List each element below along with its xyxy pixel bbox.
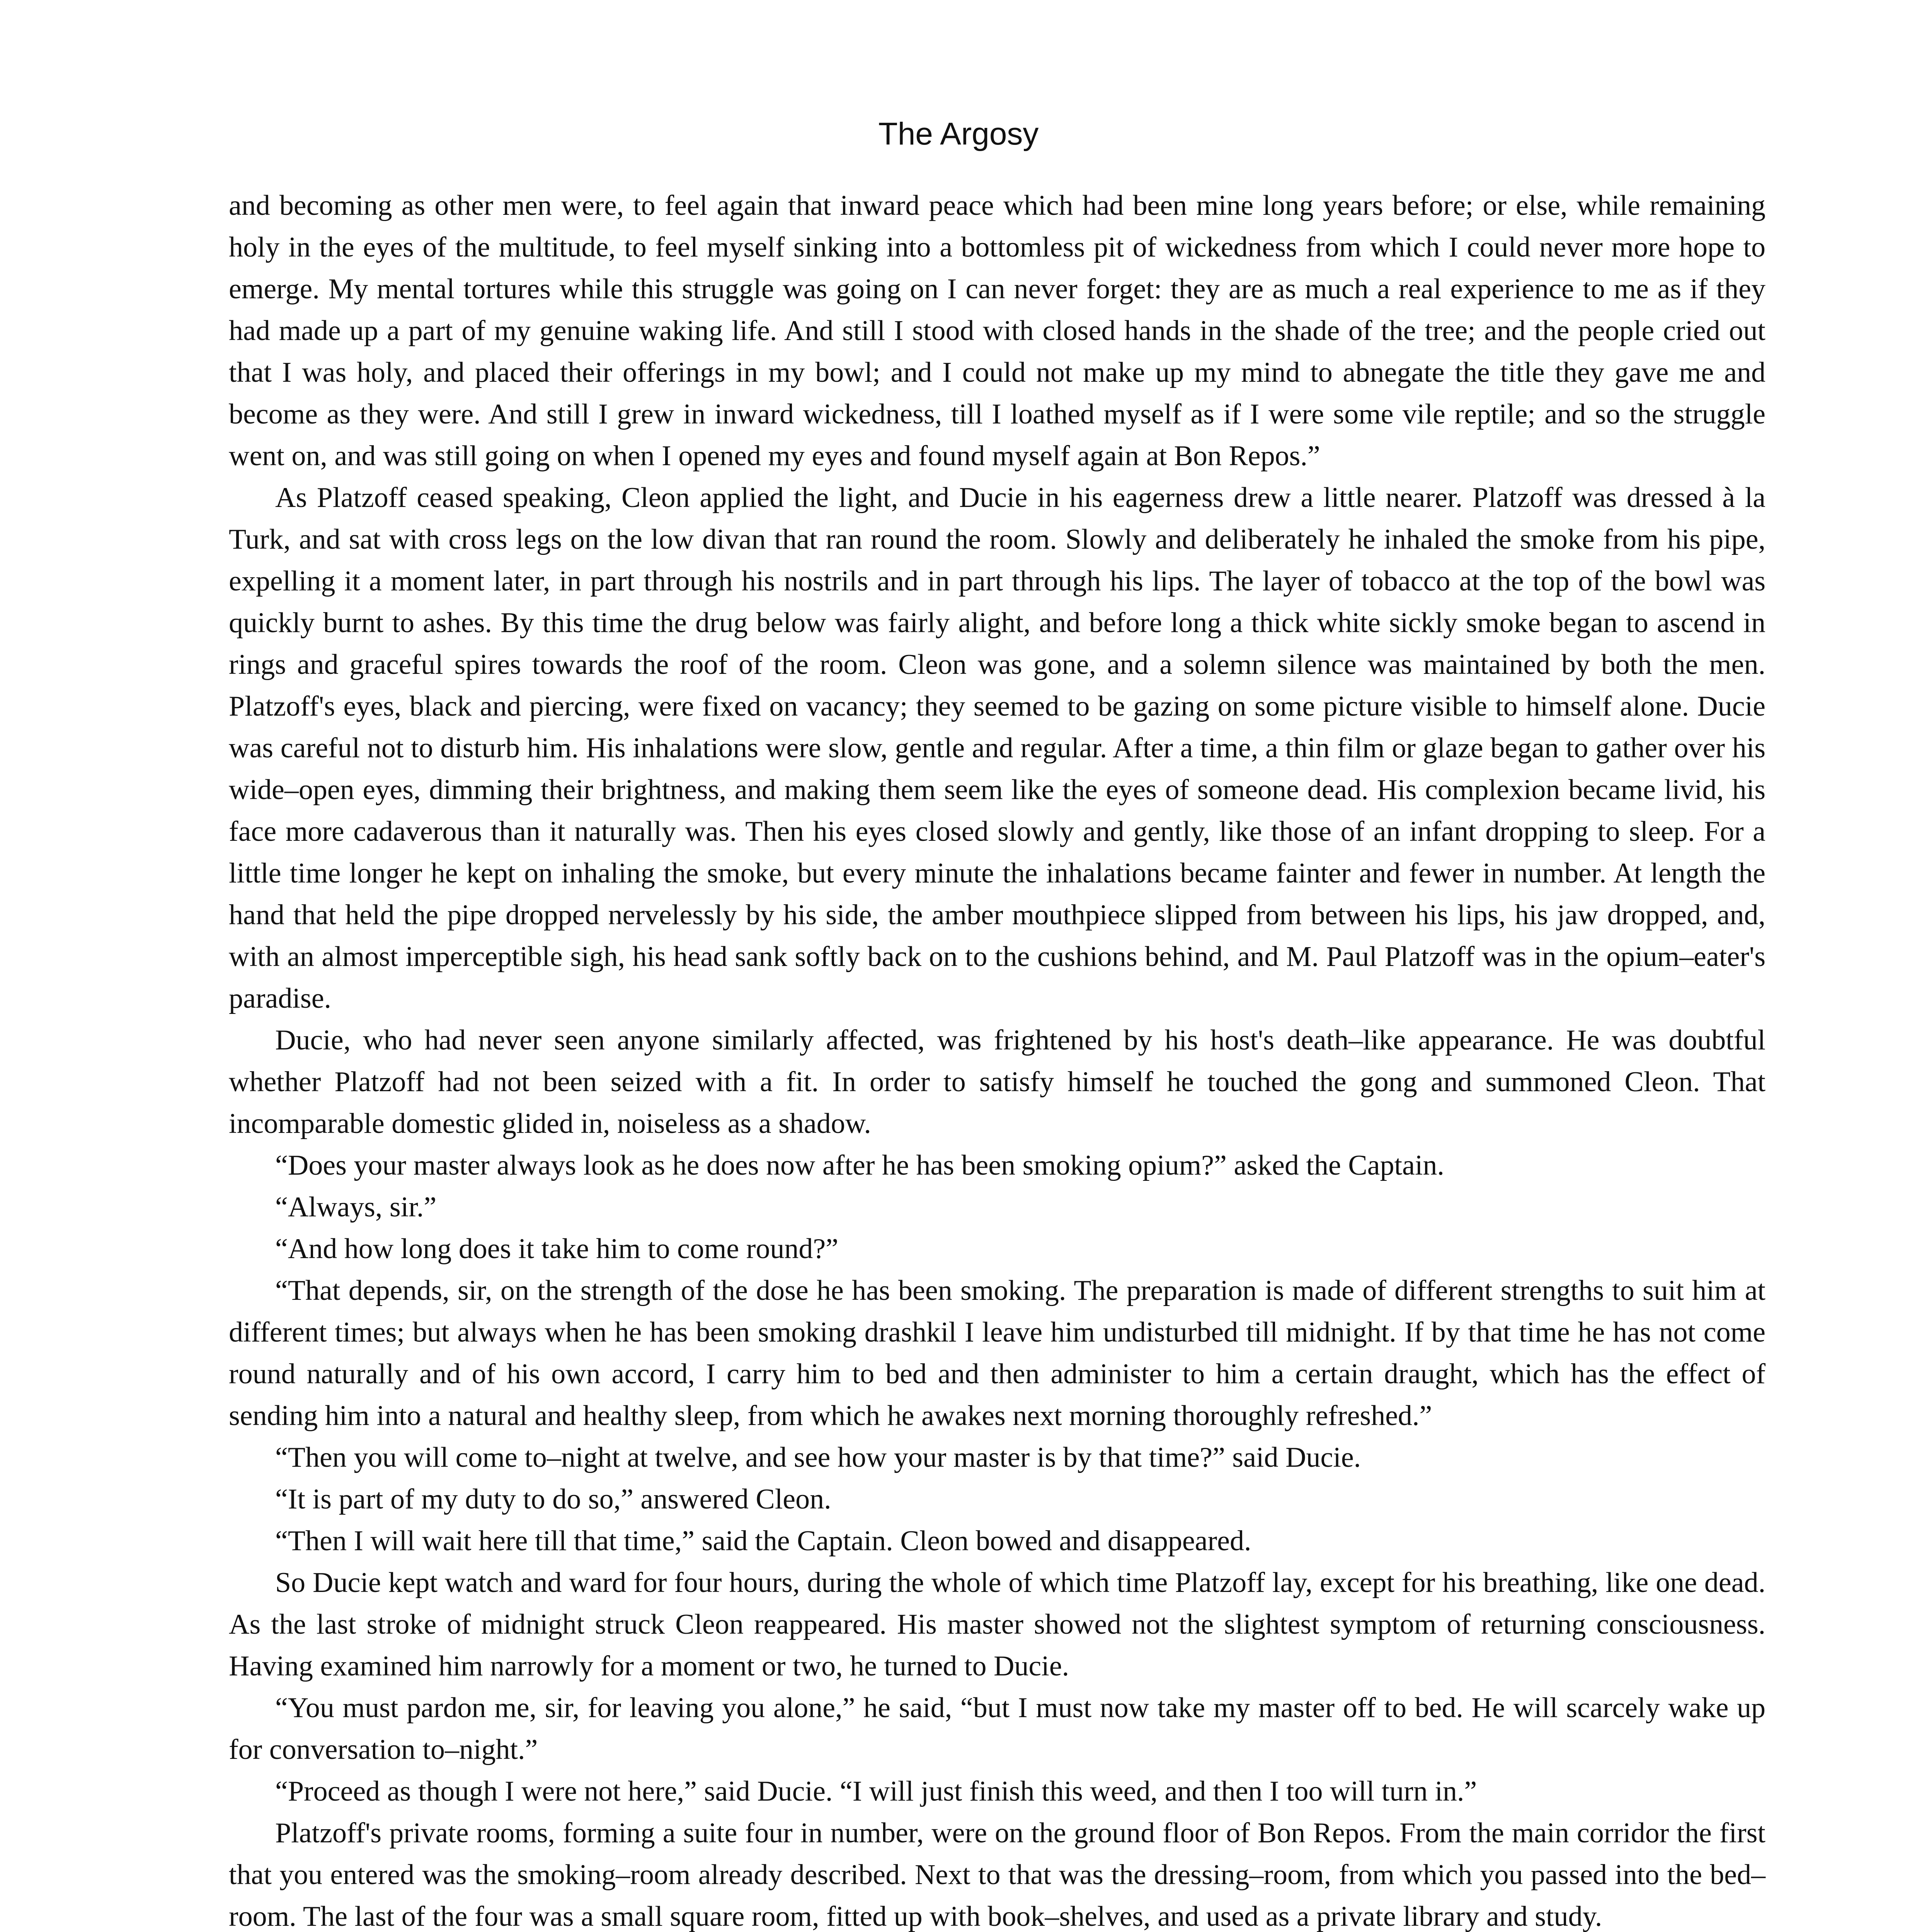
- paragraph: “Always, sir.”: [275, 1191, 437, 1223]
- running-head-title: The Argosy: [878, 116, 1039, 151]
- paragraph: Platzoff's private rooms, forming a suite four in number, were on the ground floor of Bon Repos. From the main corridor the first that you entered was the smoking–room already described. Next to that was the dressing–room, from which you passed into the bed–room. The last of the four was a small square room, fitted up with book–shelves, and used as a private library and study.: [229, 1817, 1765, 1932]
- paragraph: “That depends, sir, on the strength of the dose he has been smoking. The preparation is made of different strengths to suit him at different times; but always when he has been smoking drashkil I leave him undisturbed till midnight. If by that time he has not come round naturally and of his own accord, I carry him to bed and then administer to him a certain draught, which has the effect of sending him into a natural and healthy sleep, from which he awakes next morning thoroughly refreshed.”: [229, 1275, 1765, 1432]
- paragraph: As Platzoff ceased speaking, Cleon applied the light, and Ducie in his eagerness drew a little nearer. Platzoff was dressed à la Turk, and sat with cross legs on the low divan that ran round the room. Slowly and deliberately he inhaled the smoke from his pipe, expelling it a moment later, in part through his nostrils and in part through his lips. The layer of tobacco at the top of the bowl was quickly burnt to ashes. By this time the drug below was fairly alight, and before long a thick white sickly smoke began to ascend in rings and graceful spires towards the roof of the room. Cleon was gone, and a solemn silence was maintained by both the men. Platzoff's eyes, black and piercing, were fixed on vacancy; they seemed to be gazing on some picture visible to himself alone. Ducie was careful not to disturb him. His inhalations were slow, gentle and regular. After a time, a thin film or glaze began to gather over his wide–open eyes, dimming their brightness, and making them seem like the eyes of someone dead. His complexion became livid, his face more cadaverous than it naturally was. Then his eyes closed slowly and gently, like those of an infant dropping to sleep. For a little time longer he kept on inhaling the smoke, but every minute the inhalations became fainter and fewer in number. At length the hand that held the pipe dropped nervelessly by his side, the amber mouthpiece slipped from between his lips, his jaw dropped, and, with an almost imperceptible sigh, his head sank softly back on to the cushions behind, and M. Paul Platzoff was in the opium–eater's paradise.: [229, 482, 1765, 1014]
- paragraph: “And how long does it take him to come round?”: [275, 1233, 839, 1265]
- paragraph: Ducie, who had never seen anyone similarly affected, was frightened by his host's death–like appearance. He was doubtful whether Platzoff had not been seized with a fit. In order to satisfy himself he touched the gong and summoned Cleon. That incomparable domestic glided in, noiseless as a shadow.: [229, 1024, 1765, 1139]
- paragraph: and becoming as other men were, to feel again that inward peace which had been mine long years before; or else, while remaining holy in the eyes of the multitude, to feel myself sinking into a bottomless pit of wickedness from which I could never more hope to emerge. My mental tortures while this struggle was going on I can never forget: they are as much a real experience to me as if they had made up a part of my genuine waking life. And still I stood with closed hands in the shade of the tree; and the people cried out that I was holy, and placed their offerings in my bowl; and I could not make up my mind to abnegate the title they gave me and become as they were. And still I grew in inward wickedness, till I loathed myself as if I were some vile reptile; and so the struggle went on, and was still going on when I opened my eyes and found myself again at Bon Repos.”: [229, 190, 1765, 472]
- paragraph: “Then you will come to–night at twelve, and see how your master is by that time?” said Ducie.: [275, 1442, 1361, 1473]
- paragraph: “Proceed as though I were not here,” said Ducie. “I will just finish this weed, and then I too will turn in.”: [275, 1776, 1477, 1807]
- paragraph: “You must pardon me, sir, for leaving you alone,” he said, “but I must now take my master off to bed. He will scarcely wake up for conversation to–night.”: [229, 1692, 1765, 1765]
- paragraph: “Does your master always look as he does now after he has been smoking opium?” asked the Captain.: [275, 1150, 1444, 1181]
- paragraph: “Then I will wait here till that time,” said the Captain. Cleon bowed and disappeared.: [275, 1525, 1251, 1557]
- paragraph: So Ducie kept watch and ward for four hours, during the whole of which time Platzoff lay, except for his breathing, like one dead. As the last stroke of midnight struck Cleon reappeared. His master showed not the slightest symptom of returning consciousness. Having examined him narrowly for a moment or two, he turned to Ducie.: [229, 1567, 1765, 1682]
- body-text: [229, 185, 1765, 1932]
- paragraph: “It is part of my duty to do so,” answered Cleon.: [275, 1483, 831, 1515]
